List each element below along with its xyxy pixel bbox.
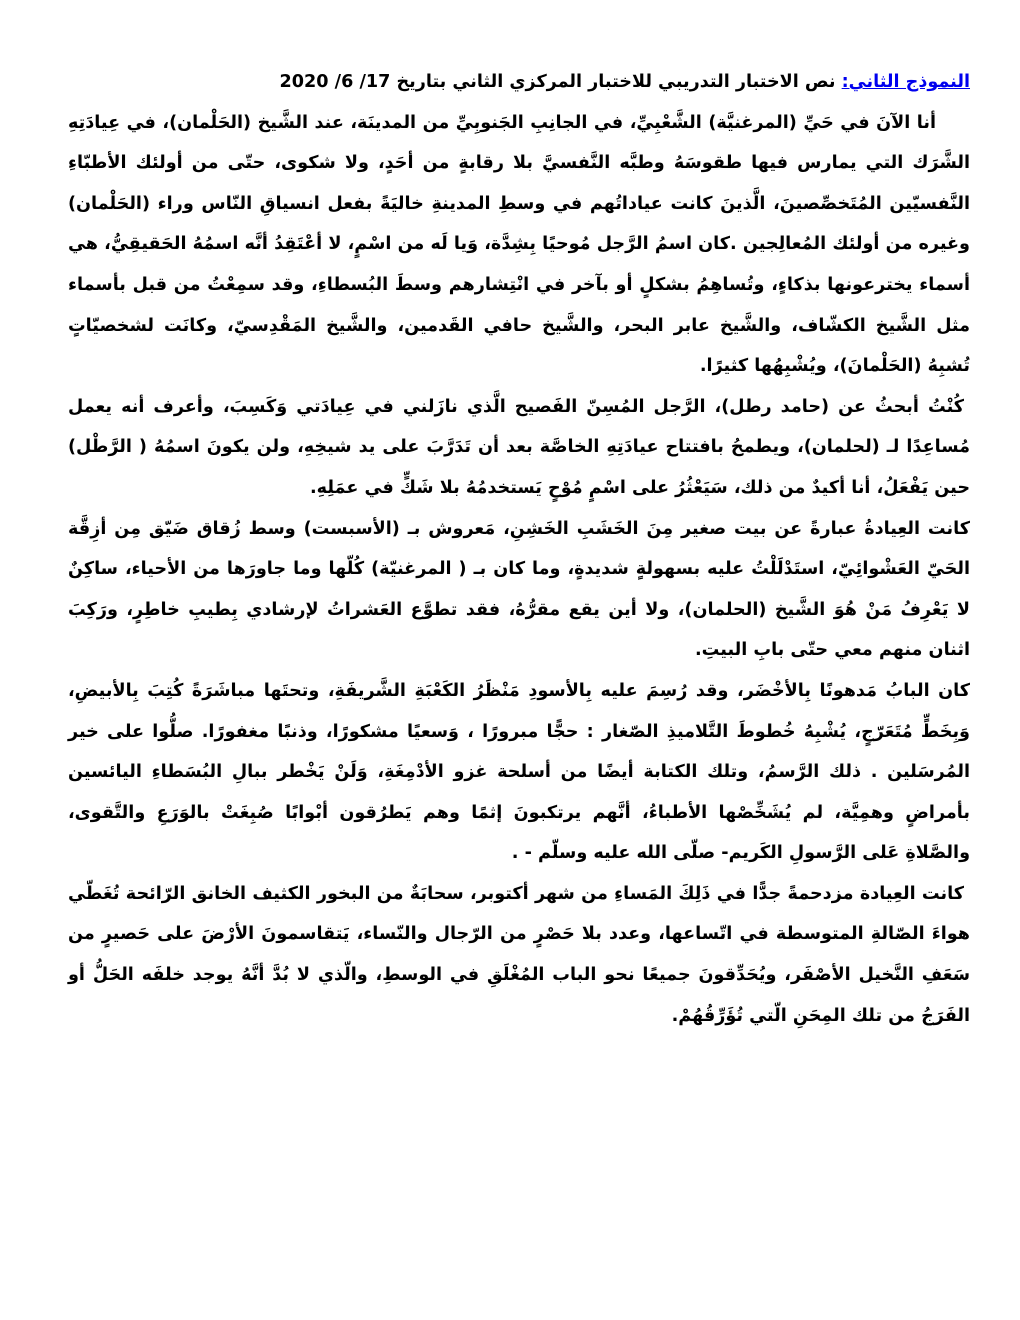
paragraph-3: كانت العِيادةُ عبارةً عن بيت صغير مِنَ الخَشَبِ الخَشِنِ، مَعروش بـ (الأسبست) وسط زُقاق ضَيّق مِن أزِقَّة الحَيّ العَشْوائِيّ، استَدْلَلْتُ عليه بسهولةٍ شديدةٍ، وما كان بـ ( المرغنيّة) كُلّها وما جاورَها من الأحياء، ساكِنٌ لا يَعْرِفُ مَنْ هُوَ الشَّيخ (الحلمان)، ولا أين يقع مقرُّهُ، فقد تطوَّع العَشراتُ لإرشادي بِطيبِ خاطِرٍ، ورَكِبَ اثنان منهم معي حتّى بابِ البيتِ. bbox=[68, 518, 970, 661]
paragraph-4: كان البابُ مَدهونًا بِالأخْضَر، وقد رُسِمَ عليه بِالأسودِ مَنْظَرُ الكَعْبَةِ الشَّريفَةِ، وتحتَها مباشَرَةً كُتِبَ بِالأبيضِ، وَبِخَطٍّ مُتَعَرّجٍ، يُشْبِهُ خُطوطَ التَّلاميذِ الصّغار : حجًّا مبرورًا ، وَسعيًا مشكورًا، وذنبًا مغفورًا. صلُّوا على خير المُرسَلين . ذلك الرَّسمُ، وتلك الكتابة أيضًا من أسلحة غزو الأدْمِغَةِ، وَلَنْ يَخْطر ببالِ البُسَطاءِ اليائسين بأمراضٍ وهمِيَّة، لم يُشَخِّصْها الأطباءُ، أنَّهم يرتكبونَ إثمًا وهم يَطرُقون أبْوابًا صُبِغَتْ بالوَرَعِ والتَّقوى، والصَّلاةِ عَلى الرَّسولِ الكَريم- صلّى الله عليه وسلّم - . bbox=[68, 680, 970, 864]
paragraph-2: كُنْتُ أبحثُ عن (حامد رطل)، الرَّجل المُسِنّ الفَصيح الَّذي نازَلني في عِيادَتي وَكَسِبَ، وأعرف أنه يعمل مُساعِدًا لـ (لحلمان)، ويطمحُ بافتتاح عيادَتِهِ الخاصَّة بعد أن تَدَرَّبَ على يد شيخِهِ، ولن يكونَ اسمُهُ ( الرَّطْل) حين يَفْعَلُ، أنا أكيدٌ من ذلك، سَيَعْثُرُ على اسْمٍ مُوْحٍ يَستخدمُهُ بلا شَكٍّ في عمَلِهِ. bbox=[68, 396, 970, 498]
title-label-link[interactable]: النموذج الثاني: bbox=[841, 72, 970, 92]
title-line bbox=[68, 62, 970, 103]
paragraph-1: أنا الآنَ في حَيِّ (المرغنيَّة) الشَّعْبِيِّ، في الجانِبِ الجَنوبِيِّ من المدينَة، عند الشَّيخ (الحَلْمان)، في عِيادَتِهِ الشَّرَك التي يمارس فيها طقوسَهُ وطبَّه النَّفسيَّ بلا رقابةٍ من أحَدٍ، ولا شكوى، حتّى من أولئك الأطبّاءِ النَّفسيّين المُتَخصِّصينَ، الَّذينَ كانت عياداتُهم في وسطِ المدينةِ خاليَةً بفعل انسياقِ النّاس وراء (الحَلْمان) وغيره من أولئك المُعالِجين .كان اسمُ الرَّجل مُوحيًا بِشِدَّة، وَيا لَه من اسْمٍ، لا أعْتَقِدُ أنَّه اسمُهُ الحَقيقِيُّ، هي أسماء يخترعونها بذكاءٍ، وتُساهِمُ بشكلٍ أو بآخر في انْتِشارهم وسطَ البُسطاءِ، وقد سمِعْتُ من قبل بأسماء مثل الشَّيخ الكشّاف، والشَّيخ عابر البحر، والشَّيخ حافي القَدمين، والشَّيخ المَقْدِسيّ، وكانَت لشخصيّاتٍ تُشبِهُ (الحَلْمانَ)، ويُشْبِهُها كثيرًا. bbox=[68, 112, 970, 377]
title-text: نص الاختبار التدريبي للاختبار المركزي الثاني بتاريخ 17/ 6/ 2020 bbox=[279, 72, 842, 92]
document-body bbox=[68, 62, 970, 1036]
paragraph-5: كانت العِيادة مزدحمةً جدًّا في ذَلِكَ المَساءِ من شهر أكتوبر، سحابَةٌ من البخور الكثيف الخانق الرّائحة تُغَطّي هواءَ الصّالةِ المتوسطة في اتّساعها، وعدد بلا حَصْرٍ من الرّجال والنّساء، يَتقاسمونَ الأرْضَ على حَصيرٍ من سَعَفِ النَّخيل الأصْفَر، ويُحَدِّقونَ جميعًا نحو الباب المُغْلَقِ في الوسطِ، والّذي لا بُدَّ أنَّهُ يوجد خلفَه الحَلُّ أو الفَرَجُ من تلك المِحَنِ الّتي تُؤَرِّقُهُمْ. bbox=[68, 883, 970, 1026]
